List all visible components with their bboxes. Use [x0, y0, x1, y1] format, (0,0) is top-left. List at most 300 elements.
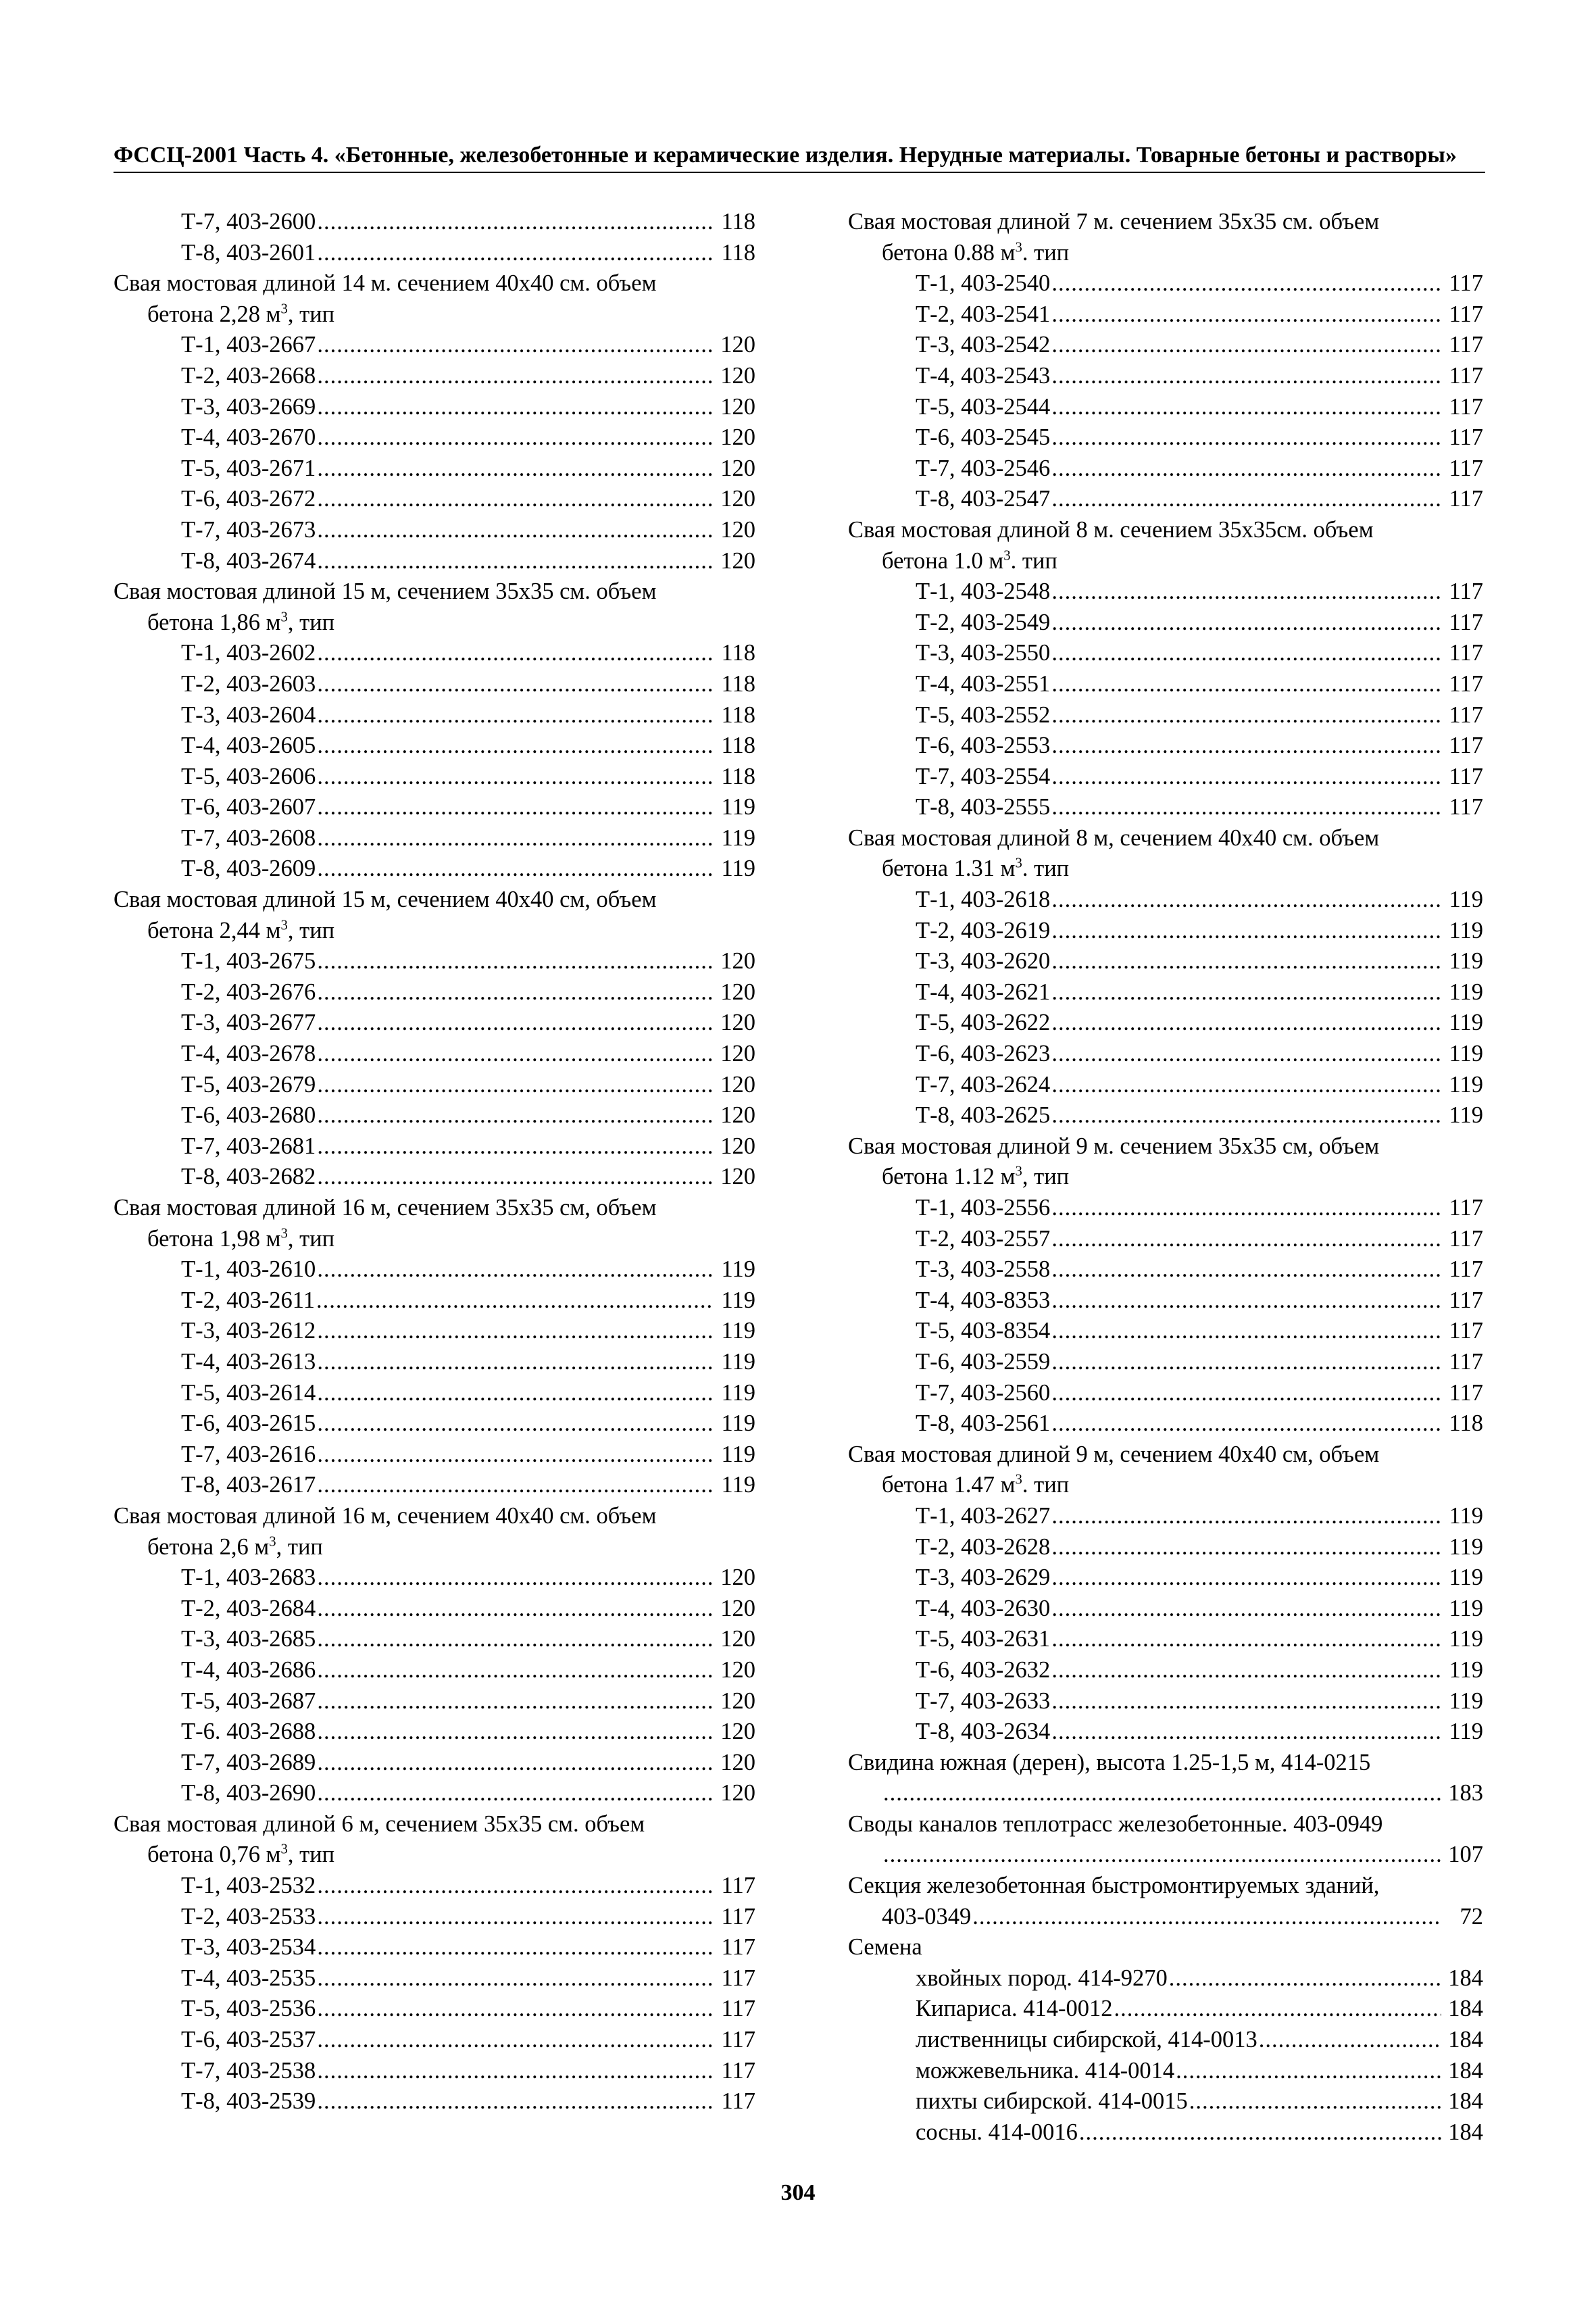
heading-volume-text: бетона 1.12 м: [882, 1164, 1016, 1190]
index-heading: [848, 207, 1483, 268]
index-entry: [114, 1039, 755, 1070]
entry-page-number: 184: [1448, 2057, 1483, 2084]
index-entry: [114, 422, 755, 453]
index-entry: [848, 885, 1483, 916]
entry-page-number: 119: [1449, 917, 1483, 943]
entry-page-number: 184: [1448, 1965, 1483, 1991]
dot-leader: [317, 453, 714, 485]
entry-label: Т-8, 403-2601: [181, 239, 316, 266]
entry-page-number: 120: [720, 979, 755, 1005]
index-entry: [114, 946, 755, 977]
entry-label: лиственницы сибирской, 414-0013: [916, 2027, 1257, 2053]
dot-leader: [1051, 1039, 1441, 1070]
entry-page-number: 120: [720, 1102, 755, 1129]
heading-suffix: . тип: [1010, 547, 1057, 574]
entry-label: Т-4, 403-2535: [181, 1965, 316, 1991]
index-entry: [848, 608, 1483, 639]
dot-leader: [317, 1408, 714, 1439]
entry-label: Т-2, 403-2603: [181, 670, 316, 697]
index-entry: [848, 1254, 1483, 1285]
entry-label: Т-8, 403-2555: [916, 794, 1051, 820]
dot-leader: [317, 700, 714, 731]
dot-leader: [317, 1562, 714, 1594]
heading-line: Свая мостовая длиной 9 м, сечением 40х40 см, объем: [848, 1441, 1380, 1467]
dot-leader: [317, 546, 714, 577]
heading-line-volume: [848, 546, 1483, 577]
entry-label: Т-1, 403-2556: [916, 1195, 1051, 1221]
entry-page-number: 119: [1449, 1656, 1483, 1683]
entry-page-number: 120: [720, 1595, 755, 1621]
dot-leader: [317, 422, 714, 453]
page-header: ФССЦ-2001 Часть 4. «Бетонные, железобетонные и керамические изделия. Нерудные материалы. Товарные бетоны и растворы»: [114, 141, 1485, 173]
index-entry: [114, 1285, 755, 1316]
entry-page-number: 119: [1449, 1102, 1483, 1129]
entry-page-number: 117: [1449, 332, 1483, 358]
dot-leader: [1051, 977, 1441, 1008]
index-entry: [848, 1008, 1483, 1039]
entry-page-number: 119: [721, 1348, 755, 1375]
entry-label: Т-6, 403-2545: [916, 424, 1051, 451]
entry-label: Т-8, 403-2561: [916, 1410, 1051, 1437]
entry-label: Т-6, 403-2553: [916, 733, 1051, 759]
heading-suffix: , тип: [276, 1533, 323, 1560]
index-entry: [848, 1562, 1483, 1594]
index-entry: [848, 1039, 1483, 1070]
entry-page-number: 120: [720, 547, 755, 574]
dot-leader: [1051, 1316, 1441, 1347]
index-entry: [114, 515, 755, 546]
entry-page-number: 119: [1449, 1010, 1483, 1036]
dot-leader: [317, 1100, 714, 1131]
entry-label: Т-1, 403-2532: [181, 1873, 316, 1899]
entry-label: Т-7, 403-2633: [916, 1688, 1051, 1714]
index-heading: [114, 268, 755, 330]
index-entry: [848, 762, 1483, 793]
dot-leader: [1051, 916, 1441, 947]
entry-label: Т-7, 403-2681: [181, 1133, 316, 1159]
heading-suffix: . тип: [1022, 1472, 1070, 1498]
entry-label: можжевельника. 414-0014: [916, 2057, 1175, 2084]
index-entry: [848, 731, 1483, 762]
entry-label: Т-5, 403-2679: [181, 1071, 316, 1098]
dot-leader: [1051, 1193, 1441, 1224]
index-entry: [114, 392, 755, 423]
heading-line-volume: [114, 1532, 755, 1563]
entry-page-number: 119: [721, 856, 755, 882]
heading-line: Свая мостовая длиной 15 м, сечением 35х35 см. объем: [114, 578, 657, 605]
dot-leader: [317, 1378, 714, 1409]
index-entry: [114, 1070, 755, 1101]
index-term: Семена: [848, 1934, 922, 1961]
entry-label: Т-3, 403-2629: [916, 1565, 1051, 1591]
dot-leader: [1051, 1624, 1441, 1655]
entry-page-number: 118: [721, 239, 755, 266]
heading-line: Свая мостовая длиной 8 м, сечением 40х40 см. объем: [848, 824, 1380, 851]
dot-leader: [883, 1840, 1441, 1871]
entry-page-number: 118: [721, 733, 755, 759]
heading-line: Свая мостовая длиной 14 м. сечением 40х40 см. объем: [114, 270, 657, 297]
entry-page-number: 120: [720, 332, 755, 358]
heading-line-volume: [114, 608, 755, 639]
entry-page-number: 120: [720, 393, 755, 420]
index-entry: [114, 1408, 755, 1439]
heading-line: Свая мостовая длиной 6 м, сечением 35х35 см. объем: [114, 1811, 645, 1837]
entry-label: Т-3, 403-2550: [916, 640, 1051, 666]
dot-leader: [317, 207, 714, 238]
entry-label: Т-7, 403-2608: [181, 824, 316, 851]
entry-page-number: 117: [1449, 1256, 1483, 1283]
entry-label: Кипариса. 414-0012: [916, 1996, 1113, 2022]
index-entry: [848, 1224, 1483, 1255]
entry-label: Т-6. 403-2688: [181, 1719, 316, 1745]
entry-page-number: 183: [1448, 1780, 1483, 1806]
heading-volume-text: бетона 1.0 м: [882, 547, 1004, 574]
index-entry: [848, 2117, 1483, 2148]
heading-superscript: 3: [269, 1534, 276, 1550]
entry-label: Т-6, 403-2623: [916, 1041, 1051, 1067]
index-entry: [114, 546, 755, 577]
index-entry: [848, 422, 1483, 453]
index-entry: [848, 1717, 1483, 1748]
entry-page-number: 107: [1448, 1842, 1483, 1868]
heading-suffix: , тип: [287, 917, 335, 943]
heading-suffix: . тип: [1022, 856, 1070, 882]
dot-leader: [1051, 1501, 1441, 1532]
entry-page-number: 117: [721, 1934, 755, 1961]
entry-label: сосны. 414-0016: [916, 2119, 1078, 2145]
heading-superscript: 3: [1015, 1164, 1022, 1179]
entry-page-number: 118: [721, 763, 755, 789]
entry-label: Т-4, 403-2543: [916, 362, 1051, 389]
entry-label: Т-3, 403-2677: [181, 1010, 316, 1036]
heading-line-volume: [848, 1162, 1483, 1193]
dot-leader: [317, 2086, 714, 2117]
entry-page-number: 184: [1448, 2088, 1483, 2115]
dot-leader: [317, 1963, 714, 1994]
index-entry: [114, 1100, 755, 1131]
dot-leader: [1079, 2117, 1441, 2148]
dot-leader: [317, 1347, 714, 1378]
dot-leader: [972, 1902, 1441, 1933]
entry-label: Т-2, 403-2549: [916, 609, 1051, 635]
entry-label: Т-3, 403-2612: [181, 1318, 316, 1344]
dot-leader: [1259, 2025, 1441, 2056]
dot-leader: [317, 1131, 714, 1162]
dot-leader: [1051, 453, 1441, 485]
entry-label: пихты сибирской. 414-0015: [916, 2088, 1188, 2115]
entry-label: Т-5, 403-2671: [181, 455, 316, 481]
dot-leader: [1051, 1717, 1441, 1748]
entry-page-number: 119: [1449, 979, 1483, 1005]
index-entry: [114, 1439, 755, 1471]
heading-suffix: , тип: [287, 1842, 335, 1868]
entry-label: Т-1, 403-2602: [181, 640, 316, 666]
entry-label: Т-8, 403-2539: [181, 2088, 316, 2115]
entry-page-number: 118: [1449, 1410, 1483, 1437]
entry-page-number: 117: [1449, 1195, 1483, 1221]
dot-leader: [317, 1871, 714, 1902]
entry-label: Т-7, 403-2616: [181, 1441, 316, 1467]
index-term: Свидина южная (дерен), высота 1.25-1,5 м, 414-0215: [848, 1749, 1371, 1775]
index-entry: [114, 1778, 755, 1809]
index-entry: [114, 2025, 755, 2056]
entry-label: Т-5, 403-2631: [916, 1626, 1051, 1652]
dot-leader: [317, 2025, 714, 2056]
index-entry: [114, 2086, 755, 2117]
index-entry: [114, 2056, 755, 2087]
heading-volume-text: бетона 0,76 м: [147, 1842, 281, 1868]
index-term: Своды каналов теплотрасс железобетонные. 403-0949: [848, 1811, 1383, 1837]
dot-leader: [317, 1686, 714, 1717]
index-entry: [114, 1717, 755, 1748]
entry-page-number: 117: [1449, 733, 1483, 759]
index-entry: [114, 1131, 755, 1162]
dot-leader: [1051, 638, 1441, 669]
index-heading: [114, 1809, 755, 1871]
dot-leader: [1051, 700, 1441, 731]
heading-superscript: 3: [280, 610, 288, 625]
entry-page-number: 117: [1449, 701, 1483, 728]
dot-leader: [1051, 1100, 1441, 1131]
index-entry: [848, 946, 1483, 977]
entry-label: Т-1, 403-2667: [181, 332, 316, 358]
entry-page-number: 119: [721, 1472, 755, 1498]
heading-volume-text: бетона 2,28 м: [147, 301, 281, 327]
dot-leader: [1051, 268, 1441, 299]
entry-label: Т-6, 403-2680: [181, 1102, 316, 1129]
index-entry: [114, 823, 755, 854]
entry-label: Т-1, 403-2610: [181, 1256, 316, 1283]
entry-label: Т-5, 403-2622: [916, 1010, 1051, 1036]
index-heading: [848, 823, 1483, 885]
dot-leader: [1051, 1562, 1441, 1594]
entry-page-number: 117: [1449, 362, 1483, 389]
entry-label: Т-2, 403-2619: [916, 917, 1051, 943]
dot-leader: [317, 1162, 714, 1193]
index-entry: [848, 453, 1483, 485]
dot-leader: [1051, 422, 1441, 453]
entry-page-number: 120: [720, 424, 755, 451]
index-entry: [114, 1347, 755, 1378]
entry-label: Т-4, 403-8353: [916, 1287, 1051, 1313]
index-entry: [114, 1470, 755, 1501]
index-heading: [114, 1193, 755, 1254]
index-entry: [848, 1963, 1483, 1994]
dot-leader: [317, 977, 714, 1008]
dot-leader: [1051, 1408, 1441, 1439]
index-entry: [848, 1193, 1483, 1224]
index-column-right: [848, 207, 1483, 2148]
dot-leader: [1189, 2086, 1441, 2117]
dot-leader: [1051, 330, 1441, 361]
entry-page-number: 119: [1449, 1502, 1483, 1529]
dot-leader: [1051, 484, 1441, 515]
heading-superscript: 3: [1015, 1472, 1022, 1487]
heading-line-volume: [114, 299, 755, 330]
index-entry: [114, 1655, 755, 1686]
dot-leader: [1051, 1224, 1441, 1255]
entry-page-number: 120: [720, 486, 755, 512]
entry-label: Т-1, 403-2548: [916, 578, 1051, 605]
entry-label: Т-5, 403-2544: [916, 393, 1051, 420]
dot-leader: [317, 238, 714, 269]
index-entry: [114, 1594, 755, 1625]
heading-suffix: . тип: [1022, 239, 1070, 266]
entry-page-number: 119: [1449, 948, 1483, 975]
heading-line-volume: [848, 1470, 1483, 1501]
entry-page-number: 119: [1449, 1071, 1483, 1098]
entry-label: Т-2, 403-2557: [916, 1225, 1051, 1252]
index-entry: [114, 1871, 755, 1902]
entry-label: Т-4, 403-2551: [916, 670, 1051, 697]
index-entry: [114, 1932, 755, 1963]
entry-page-number: 117: [1449, 455, 1483, 481]
dot-leader: [1051, 1532, 1441, 1563]
index-entry: [114, 792, 755, 823]
entry-label: Т-2, 403-2684: [181, 1595, 316, 1621]
entry-label: Т-2, 403-2676: [181, 979, 316, 1005]
entry-page-number: 118: [721, 670, 755, 697]
index-entry: [114, 330, 755, 361]
index-entry: [114, 638, 755, 669]
dot-leader: [317, 1070, 714, 1101]
entry-page-number: 120: [720, 1010, 755, 1036]
dot-leader: [1051, 1347, 1441, 1378]
entry-page-number: 119: [1449, 1041, 1483, 1067]
index-entry: [848, 1655, 1483, 1686]
index-entry: [848, 1994, 1483, 2025]
dot-leader: [317, 1254, 714, 1285]
page-number: 304: [780, 2180, 816, 2205]
heading-line-volume: [848, 854, 1483, 885]
index-entry: [848, 1532, 1483, 1563]
entry-page-number: 117: [1449, 270, 1483, 297]
dot-leader: [317, 1932, 714, 1963]
entry-page-number: 117: [721, 1996, 755, 2022]
entry-label: Т-4, 403-2630: [916, 1595, 1051, 1621]
dot-leader: [1051, 1070, 1441, 1101]
entry-label: Т-2, 403-2541: [916, 301, 1051, 327]
index-entry: [114, 1162, 755, 1193]
index-entry: [114, 1008, 755, 1039]
dot-leader: [317, 1470, 714, 1501]
entry-page-number: 117: [1449, 670, 1483, 697]
entry-page-number: 118: [721, 209, 755, 235]
dot-leader: [1114, 1994, 1442, 2025]
entry-page-number: 117: [721, 1903, 755, 1929]
dot-leader: [317, 669, 714, 700]
heading-superscript: 3: [280, 1226, 288, 1241]
entry-label: Т-1, 403-2675: [181, 948, 316, 975]
entry-label: Т-3, 403-2685: [181, 1626, 316, 1652]
index-entry: [848, 1501, 1483, 1532]
dot-leader: [1051, 792, 1441, 823]
index-entry: [848, 1285, 1483, 1316]
heading-superscript: 3: [280, 301, 288, 317]
index-entry: [848, 2086, 1483, 2117]
index-entry: [848, 1100, 1483, 1131]
dot-leader: [317, 854, 714, 885]
entry-label: Т-5, 403-8354: [916, 1318, 1051, 1344]
heading-superscript: 3: [1015, 856, 1022, 871]
entry-page-number: 117: [1449, 486, 1483, 512]
dot-leader: [317, 1778, 714, 1809]
entry-page-number: 117: [721, 1965, 755, 1991]
heading-superscript: 3: [280, 918, 288, 933]
dot-leader: [1051, 1285, 1441, 1316]
entry-page-number: 117: [1449, 640, 1483, 666]
heading-line: Свая мостовая длиной 9 м. сечением 35х35 см, объем: [848, 1133, 1380, 1159]
entry-label: Т-4, 403-2621: [916, 979, 1051, 1005]
entry-page-number: 117: [721, 2088, 755, 2115]
entry-page-number: 117: [721, 2027, 755, 2053]
index-entry: [848, 1316, 1483, 1347]
dot-leader: [317, 823, 714, 854]
dot-leader: [317, 361, 714, 392]
heading-line-volume: [114, 1840, 755, 1871]
index-column-left: [114, 207, 755, 2117]
index-entry: [848, 1624, 1483, 1655]
index-entry: [848, 1686, 1483, 1717]
entry-label: Т-6, 403-2537: [181, 2027, 316, 2053]
index-entry: [848, 392, 1483, 423]
index-entry: [114, 1902, 755, 1933]
index-entry: [848, 268, 1483, 299]
entry-page-number: 184: [1448, 2027, 1483, 2053]
entry-page-number: 120: [720, 1041, 755, 1067]
entry-label: Т-2, 403-2533: [181, 1903, 316, 1929]
index-entry: [114, 700, 755, 731]
heading-line-volume: [848, 238, 1483, 269]
dot-leader: [1051, 1594, 1441, 1625]
entry-label: Т-3, 403-2534: [181, 1934, 316, 1961]
index-entry: [114, 731, 755, 762]
heading-line-volume: [114, 1224, 755, 1255]
entry-label: Т-3, 403-2604: [181, 701, 316, 728]
index-entry: [848, 1347, 1483, 1378]
entry-page-number: 120: [720, 1133, 755, 1159]
dot-leader: [317, 731, 714, 762]
entry-page-number: 117: [1449, 1348, 1483, 1375]
dot-leader: [317, 1039, 714, 1070]
dot-leader: [317, 515, 714, 546]
heading-volume-text: бетона 1,86 м: [147, 609, 281, 635]
entry-label: Т-8, 403-2617: [181, 1472, 316, 1498]
dot-leader: [317, 946, 714, 977]
entry-page-number: 118: [721, 640, 755, 666]
entry-label: Т-1, 403-2683: [181, 1565, 316, 1591]
entry-label: Т-5, 403-2687: [181, 1688, 316, 1714]
dot-leader: [1051, 1378, 1441, 1409]
dot-leader: [317, 762, 714, 793]
entry-page-number: 117: [1449, 609, 1483, 635]
dot-leader: [1051, 576, 1441, 608]
entry-page-number: 117: [1449, 393, 1483, 420]
entry-label: Т-6, 403-2632: [916, 1656, 1051, 1683]
entry-label: Т-3, 403-2620: [916, 948, 1051, 975]
index-entry: [848, 916, 1483, 947]
entry-label: 403-0349: [882, 1903, 972, 1929]
entry-page-number: 119: [721, 1379, 755, 1406]
index-heading: [114, 885, 755, 946]
entry-page-number: 120: [720, 1780, 755, 1806]
entry-page-number: 117: [1449, 794, 1483, 820]
index-entry: [114, 669, 755, 700]
index-entry: [114, 1254, 755, 1285]
index-heading: [114, 576, 755, 638]
dot-leader: [1051, 885, 1441, 916]
entry-page-number: 119: [721, 1318, 755, 1344]
